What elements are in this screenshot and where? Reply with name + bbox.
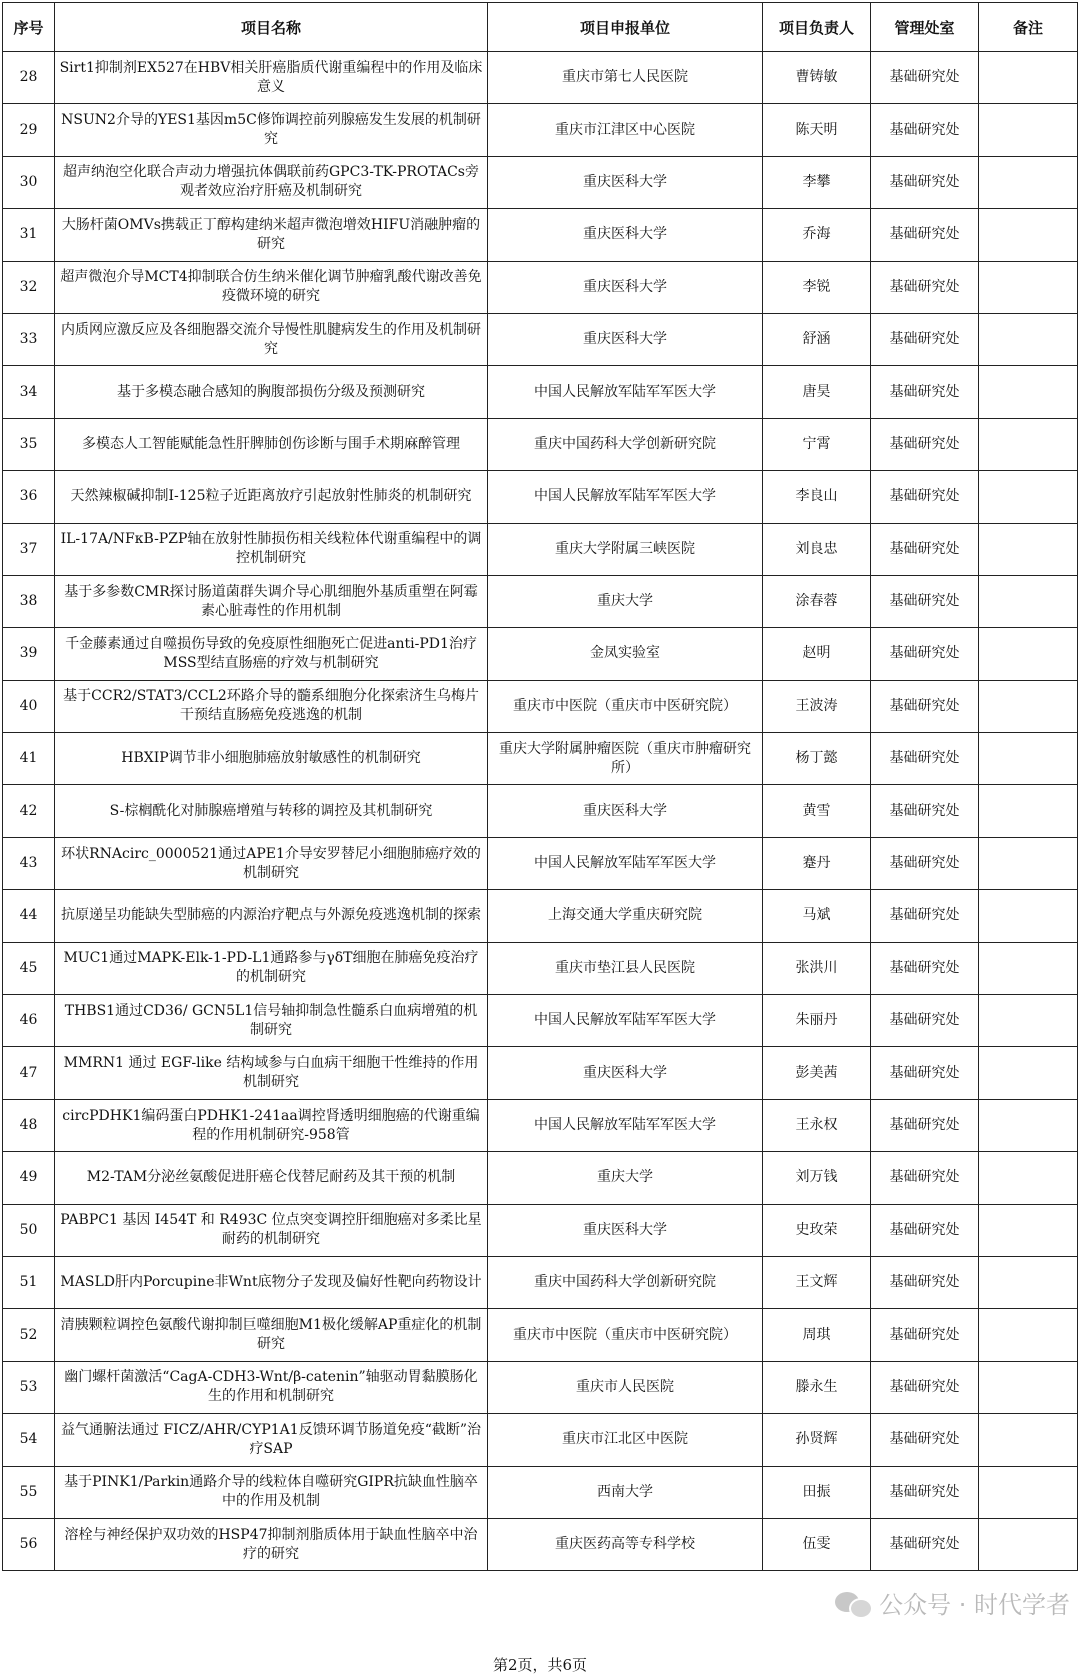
management-office-cell: 基础研究处: [871, 104, 979, 156]
table-row: [3, 418, 1078, 470]
applicant-unit-cell: 重庆医科大学: [488, 785, 763, 837]
table-header-row: [3, 3, 1078, 52]
remarks-cell: [979, 575, 1078, 627]
project-name-cell: S-棕榈酰化对肺腺癌增殖与转移的调控及其机制研究: [55, 785, 488, 837]
management-office-cell: 基础研究处: [871, 366, 979, 418]
serial-cell: 31: [3, 209, 55, 261]
management-office-cell: 基础研究处: [871, 942, 979, 994]
project-leader-cell: 曹铸敏: [763, 52, 871, 104]
project-leader-cell: 杨丁懿: [763, 733, 871, 785]
project-leader-cell: 刘良忠: [763, 523, 871, 575]
serial-cell: 41: [3, 733, 55, 785]
project-leader-cell: 李锐: [763, 261, 871, 313]
remarks-cell: [979, 1204, 1078, 1256]
table-row: [3, 523, 1078, 575]
remarks-cell: [979, 1414, 1078, 1466]
header-project-leader: 项目负责人: [763, 3, 871, 52]
project-name-cell: circPDHK1编码蛋白PDHK1-241aa调控肾透明细胞癌的代谢重编程的作用机制研究-958管: [55, 1099, 488, 1151]
project-name-cell: 大肠杆菌OMVs携载正丁醇构建纳米超声微泡增效HIFU消融肿瘤的研究: [55, 209, 488, 261]
remarks-cell: [979, 313, 1078, 365]
table-row: [3, 1099, 1078, 1151]
project-leader-cell: 滕永生: [763, 1361, 871, 1413]
serial-cell: 52: [3, 1309, 55, 1361]
project-leader-cell: 马斌: [763, 890, 871, 942]
project-name-cell: 千金藤素通过自噬损伤导致的免疫原性细胞死亡促进anti-PD1治疗MSS型结直肠癌的疗效与机制研究: [55, 628, 488, 680]
watermark: [835, 1585, 1070, 1620]
management-office-cell: 基础研究处: [871, 209, 979, 261]
project-name-cell: 基于PINK1/Parkin通路介导的线粒体自噬研究GIPR抗缺血性脑卒中的作用及机制: [55, 1466, 488, 1518]
applicant-unit-cell: 重庆医科大学: [488, 313, 763, 365]
project-leader-cell: 唐昊: [763, 366, 871, 418]
serial-cell: 53: [3, 1361, 55, 1413]
serial-cell: 48: [3, 1099, 55, 1151]
remarks-cell: [979, 1361, 1078, 1413]
applicant-unit-cell: 上海交通大学重庆研究院: [488, 890, 763, 942]
management-office-cell: 基础研究处: [871, 1414, 979, 1466]
header-serial: 序号: [3, 3, 55, 52]
project-name-cell: MASLD肝内Porcupine非Wnt底物分子发现及偏好性靶向药物设计: [55, 1256, 488, 1308]
project-name-cell: 基于多参数CMR探讨肠道菌群失调介导心肌细胞外基质重塑在阿霉素心脏毒性的作用机制: [55, 575, 488, 627]
project-leader-cell: 王永权: [763, 1099, 871, 1151]
project-leader-cell: 蹇丹: [763, 837, 871, 889]
serial-cell: 45: [3, 942, 55, 994]
project-name-cell: Sirt1抑制剂EX527在HBV相关肝癌脂质代谢重编程中的作用及临床意义: [55, 52, 488, 104]
project-leader-cell: 涂春蓉: [763, 575, 871, 627]
project-leader-cell: 赵明: [763, 628, 871, 680]
table-row: [3, 995, 1078, 1047]
table-row: [3, 680, 1078, 732]
management-office-cell: 基础研究处: [871, 995, 979, 1047]
applicant-unit-cell: 中国人民解放军陆军军医大学: [488, 471, 763, 523]
table-row: [3, 471, 1078, 523]
table-row: [3, 942, 1078, 994]
project-leader-cell: 乔海: [763, 209, 871, 261]
remarks-cell: [979, 995, 1078, 1047]
table-row: [3, 837, 1078, 889]
table-row: [3, 733, 1078, 785]
applicant-unit-cell: 重庆中国药科大学创新研究院: [488, 418, 763, 470]
management-office-cell: 基础研究处: [871, 1518, 979, 1570]
serial-cell: 37: [3, 523, 55, 575]
remarks-cell: [979, 471, 1078, 523]
project-leader-cell: 伍雯: [763, 1518, 871, 1570]
remarks-cell: [979, 523, 1078, 575]
project-name-cell: PABPC1 基因 I454T 和 R493C 位点突变调控肝细胞癌对多柔比星耐药的机制研究: [55, 1204, 488, 1256]
table-row: [3, 785, 1078, 837]
project-leader-cell: 田振: [763, 1466, 871, 1518]
remarks-cell: [979, 837, 1078, 889]
management-office-cell: 基础研究处: [871, 313, 979, 365]
remarks-cell: [979, 680, 1078, 732]
serial-cell: 40: [3, 680, 55, 732]
project-name-cell: 抗原递呈功能缺失型肺癌的内源治疗靶点与外源免疫逃逸机制的探索: [55, 890, 488, 942]
management-office-cell: 基础研究处: [871, 156, 979, 208]
serial-cell: 50: [3, 1204, 55, 1256]
management-office-cell: 基础研究处: [871, 261, 979, 313]
serial-cell: 38: [3, 575, 55, 627]
table-row: [3, 575, 1078, 627]
table-row: [3, 1047, 1078, 1099]
applicant-unit-cell: 中国人民解放军陆军军医大学: [488, 837, 763, 889]
project-name-cell: MMRN1 通过 EGF-like 结构域参与白血病干细胞干性维持的作用机制研究: [55, 1047, 488, 1099]
management-office-cell: 基础研究处: [871, 1361, 979, 1413]
project-leader-cell: 舒涵: [763, 313, 871, 365]
project-name-cell: 多模态人工智能赋能急性肝脾肺创伤诊断与围手术期麻醉管理: [55, 418, 488, 470]
serial-cell: 49: [3, 1152, 55, 1204]
project-name-cell: 幽门螺杆菌激活“CagA-CDH3-Wnt/β-catenin”轴驱动胃黏膜肠化生的作用和机制研究: [55, 1361, 488, 1413]
project-name-cell: M2-TAM分泌丝氨酸促进肝癌仑伐替尼耐药及其干预的机制: [55, 1152, 488, 1204]
project-leader-cell: 黄雪: [763, 785, 871, 837]
serial-cell: 44: [3, 890, 55, 942]
table-row: [3, 52, 1078, 104]
applicant-unit-cell: 重庆市中医院（重庆市中医研究院）: [488, 1309, 763, 1361]
serial-cell: 35: [3, 418, 55, 470]
applicant-unit-cell: 中国人民解放军陆军军医大学: [488, 1099, 763, 1151]
serial-cell: 51: [3, 1256, 55, 1308]
project-leader-cell: 陈天明: [763, 104, 871, 156]
project-name-cell: HBXIP调节非小细胞肺癌放射敏感性的机制研究: [55, 733, 488, 785]
remarks-cell: [979, 1099, 1078, 1151]
serial-cell: 42: [3, 785, 55, 837]
header-remarks: 备注: [979, 3, 1078, 52]
header-applicant-unit: 项目申报单位: [488, 3, 763, 52]
project-name-cell: 基于CCR2/STAT3/CCL2环路介导的髓系细胞分化探索济生乌梅片干预结直肠癌免疫逃逸的机制: [55, 680, 488, 732]
applicant-unit-cell: 重庆中国药科大学创新研究院: [488, 1256, 763, 1308]
page-footer: 第2页，共6页: [492, 1656, 588, 1674]
project-name-cell: THBS1通过CD36/ GCN5L1信号轴抑制急性髓系白血病增殖的机制研究: [55, 995, 488, 1047]
table-row: [3, 1414, 1078, 1466]
project-name-cell: 内质网应激反应及各细胞器交流介导慢性肌腱病发生的作用及机制研究: [55, 313, 488, 365]
applicant-unit-cell: 重庆医科大学: [488, 1047, 763, 1099]
project-name-cell: 清胰颗粒调控色氨酸代谢抑制巨噬细胞M1极化缓解AP重症化的机制研究: [55, 1309, 488, 1361]
applicant-unit-cell: 重庆大学: [488, 575, 763, 627]
management-office-cell: 基础研究处: [871, 575, 979, 627]
serial-cell: 46: [3, 995, 55, 1047]
management-office-cell: 基础研究处: [871, 733, 979, 785]
remarks-cell: [979, 261, 1078, 313]
management-office-cell: 基础研究处: [871, 785, 979, 837]
management-office-cell: 基础研究处: [871, 52, 979, 104]
header-project-name: 项目名称: [55, 3, 488, 52]
applicant-unit-cell: 重庆市中医院（重庆市中医研究院）: [488, 680, 763, 732]
project-leader-cell: 孙贤辉: [763, 1414, 871, 1466]
serial-cell: 43: [3, 837, 55, 889]
project-leader-cell: 王文辉: [763, 1256, 871, 1308]
project-name-cell: 超声纳泡空化联合声动力增强抗体偶联前药GPC3-TK-PROTACs旁观者效应治疗肝癌及机制研究: [55, 156, 488, 208]
project-name-cell: 天然辣椒碱抑制I-125粒子近距离放疗引起放射性肺炎的机制研究: [55, 471, 488, 523]
remarks-cell: [979, 209, 1078, 261]
serial-cell: 30: [3, 156, 55, 208]
serial-cell: 28: [3, 52, 55, 104]
remarks-cell: [979, 785, 1078, 837]
table-row: [3, 366, 1078, 418]
applicant-unit-cell: 重庆市第七人民医院: [488, 52, 763, 104]
serial-cell: 55: [3, 1466, 55, 1518]
project-leader-cell: 朱丽丹: [763, 995, 871, 1047]
serial-cell: 36: [3, 471, 55, 523]
management-office-cell: 基础研究处: [871, 1204, 979, 1256]
project-leader-cell: 周琪: [763, 1309, 871, 1361]
table-row: [3, 1361, 1078, 1413]
project-leader-cell: 史玫荣: [763, 1204, 871, 1256]
remarks-cell: [979, 1256, 1078, 1308]
serial-cell: 54: [3, 1414, 55, 1466]
wechat-icon: [835, 1589, 871, 1617]
serial-cell: 34: [3, 366, 55, 418]
table-row: [3, 1518, 1078, 1570]
serial-cell: 32: [3, 261, 55, 313]
project-name-cell: IL-17A/NFκB-PZP轴在放射性肺损伤相关线粒体代谢重编程中的调控机制研究: [55, 523, 488, 575]
project-leader-cell: 宁霄: [763, 418, 871, 470]
table-row: [3, 1204, 1078, 1256]
applicant-unit-cell: 西南大学: [488, 1466, 763, 1518]
table-row: [3, 313, 1078, 365]
project-leader-cell: 李攀: [763, 156, 871, 208]
management-office-cell: 基础研究处: [871, 1047, 979, 1099]
serial-cell: 39: [3, 628, 55, 680]
management-office-cell: 基础研究处: [871, 1099, 979, 1151]
remarks-cell: [979, 942, 1078, 994]
table-row: [3, 1152, 1078, 1204]
table-row: [3, 209, 1078, 261]
remarks-cell: [979, 1309, 1078, 1361]
management-office-cell: 基础研究处: [871, 680, 979, 732]
remarks-cell: [979, 1518, 1078, 1570]
project-name-cell: 超声微泡介导MCT4抑制联合仿生纳米催化调节肿瘤乳酸代谢改善免疫微环境的研究: [55, 261, 488, 313]
management-office-cell: 基础研究处: [871, 418, 979, 470]
table-row: [3, 261, 1078, 313]
applicant-unit-cell: 重庆大学附属三峡医院: [488, 523, 763, 575]
project-leader-cell: 王波涛: [763, 680, 871, 732]
table-row: [3, 1256, 1078, 1308]
remarks-cell: [979, 104, 1078, 156]
project-name-cell: 益气通腑法通过 FICZ/AHR/CYP1A1反馈环调节肠道免疫“截断”治疗SAP: [55, 1414, 488, 1466]
project-table: [2, 2, 1078, 1571]
applicant-unit-cell: 重庆医药高等专科学校: [488, 1518, 763, 1570]
remarks-cell: [979, 1152, 1078, 1204]
project-leader-cell: 彭美茜: [763, 1047, 871, 1099]
table-row: [3, 156, 1078, 208]
remarks-cell: [979, 156, 1078, 208]
applicant-unit-cell: 重庆市江北区中医院: [488, 1414, 763, 1466]
project-leader-cell: 刘万钱: [763, 1152, 871, 1204]
project-name-cell: 基于多模态融合感知的胸腹部损伤分级及预测研究: [55, 366, 488, 418]
management-office-cell: 基础研究处: [871, 837, 979, 889]
table-row: [3, 628, 1078, 680]
management-office-cell: 基础研究处: [871, 1309, 979, 1361]
project-leader-cell: 李良山: [763, 471, 871, 523]
remarks-cell: [979, 418, 1078, 470]
applicant-unit-cell: 重庆大学: [488, 1152, 763, 1204]
project-name-cell: 溶栓与神经保护双功效的HSP47抑制剂脂质体用于缺血性脑卒中治疗的研究: [55, 1518, 488, 1570]
management-office-cell: 基础研究处: [871, 1466, 979, 1518]
table-body: [3, 52, 1078, 1571]
applicant-unit-cell: 重庆医科大学: [488, 1204, 763, 1256]
remarks-cell: [979, 890, 1078, 942]
project-name-cell: 环状RNAcirc_0000521通过APE1介导安罗替尼小细胞肺癌疗效的机制研究: [55, 837, 488, 889]
remarks-cell: [979, 366, 1078, 418]
project-leader-cell: 张洪川: [763, 942, 871, 994]
remarks-cell: [979, 1047, 1078, 1099]
management-office-cell: 基础研究处: [871, 1152, 979, 1204]
header-management-office: 管理处室: [871, 3, 979, 52]
applicant-unit-cell: 重庆市江津区中心医院: [488, 104, 763, 156]
management-office-cell: 基础研究处: [871, 471, 979, 523]
table-row: [3, 890, 1078, 942]
serial-cell: 47: [3, 1047, 55, 1099]
table-row: [3, 1309, 1078, 1361]
remarks-cell: [979, 733, 1078, 785]
project-name-cell: NSUN2介导的YES1基因m5C修饰调控前列腺癌发生发展的机制研究: [55, 104, 488, 156]
project-name-cell: MUC1通过MAPK-Elk-1-PD-L1通路参与γδT细胞在肺癌免疫治疗的机制研究: [55, 942, 488, 994]
table-row: [3, 1466, 1078, 1518]
applicant-unit-cell: 重庆市人民医院: [488, 1361, 763, 1413]
management-office-cell: 基础研究处: [871, 1256, 979, 1308]
remarks-cell: [979, 1466, 1078, 1518]
serial-cell: 56: [3, 1518, 55, 1570]
remarks-cell: [979, 52, 1078, 104]
table-row: [3, 104, 1078, 156]
management-office-cell: 基础研究处: [871, 628, 979, 680]
applicant-unit-cell: 重庆医科大学: [488, 261, 763, 313]
applicant-unit-cell: 中国人民解放军陆军军医大学: [488, 366, 763, 418]
applicant-unit-cell: 重庆大学附属肿瘤医院（重庆市肿瘤研究所）: [488, 733, 763, 785]
management-office-cell: 基础研究处: [871, 890, 979, 942]
serial-cell: 29: [3, 104, 55, 156]
management-office-cell: 基础研究处: [871, 523, 979, 575]
serial-cell: 33: [3, 313, 55, 365]
applicant-unit-cell: 重庆医科大学: [488, 209, 763, 261]
applicant-unit-cell: 重庆医科大学: [488, 156, 763, 208]
applicant-unit-cell: 重庆市垫江县人民医院: [488, 942, 763, 994]
applicant-unit-cell: 金凤实验室: [488, 628, 763, 680]
watermark-text: 公众号 · 时代学者: [879, 1591, 1070, 1619]
applicant-unit-cell: 中国人民解放军陆军军医大学: [488, 995, 763, 1047]
remarks-cell: [979, 628, 1078, 680]
